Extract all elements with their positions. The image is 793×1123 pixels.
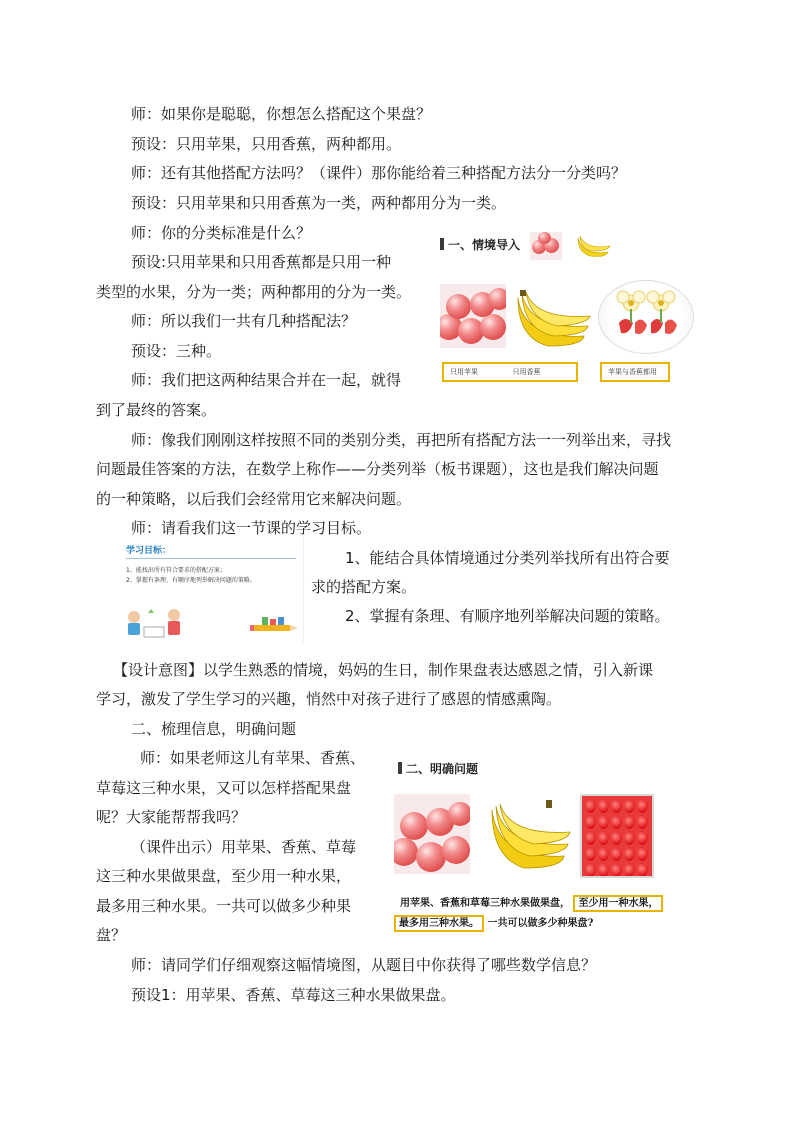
fruit-plate: [598, 280, 694, 354]
paragraph: 师：如果老师这儿有苹果、香蕉、: [140, 749, 366, 767]
paragraph: 师：请同学们仔细观察这幅情境图，从题目中你获得了哪些数学信息？: [131, 956, 597, 974]
paragraph: 师：我们把这两种结果合并在一起，就得: [131, 371, 402, 389]
learning-goal-slide: [116, 537, 304, 643]
paragraph: 师：所以我们一共有几种搭配法？: [131, 312, 357, 330]
divider: [126, 558, 296, 559]
design-intent: 【设计意图】以学生熟悉的情境，妈妈的生日，制作果盘表达感恩之情，引入新课: [113, 661, 654, 679]
caption-highlight: 至少用一种水果，: [573, 895, 663, 912]
caption-text: 一共可以做多少种果盘?: [487, 918, 594, 929]
title-bar: [440, 238, 444, 250]
paragraph: 盘？: [96, 926, 127, 944]
goal-line: 2、掌握有条理、有顺序地列举解决问题的策略。: [126, 577, 256, 584]
section-heading: 二、梳理信息，明确问题: [131, 720, 297, 738]
paragraph: 师：还有其他搭配方法吗？（课件）那你能给着三种搭配方法分一分类吗？: [131, 164, 627, 182]
paragraph: 师：如果你是聪聪，你想怎么搭配这个果盘？: [131, 105, 432, 123]
students-reading-icon: [122, 607, 192, 641]
goal-heading: 学习目标：: [126, 546, 172, 556]
apple-photo: [394, 794, 470, 874]
title-bar: [398, 762, 402, 774]
label-banana: 只用香蕉: [512, 368, 541, 376]
caption-highlight: 最多用三种水果。: [394, 915, 484, 932]
strawberry-photo: [580, 794, 654, 878]
paragraph: 预设：三种。: [131, 342, 222, 360]
apple-photo: [440, 284, 506, 348]
banana-photo-icon: [514, 290, 592, 350]
label-both: [600, 362, 670, 382]
figure-scenario: [430, 228, 700, 388]
paragraph: 预设：只用苹果，只用香蕉，两种都用。: [131, 135, 402, 153]
figure-title: [398, 760, 478, 777]
banana-thumbnail-icon: [576, 232, 612, 260]
paragraph: 最多用三种水果。一共可以做多少种果: [96, 897, 352, 915]
figure-caption-line2: [394, 914, 593, 929]
figure-caption-line1: [400, 894, 663, 909]
paragraph: 师：你的分类标准是什么？: [131, 224, 312, 242]
flower-arrangement-icon: [599, 281, 695, 355]
figure-title: [440, 236, 520, 253]
paragraph: 到了最终的答案。: [96, 401, 217, 419]
banana-photo-icon: [486, 800, 572, 872]
goal-item: 2、掌握有条理、有顺序地列举解决问题的策略。: [345, 607, 670, 625]
label-both-text: 苹果与香蕉都用: [608, 368, 657, 376]
paragraph: 师：像我们刚刚这样按照不同的类别分类，再把所有搭配方法一一列举出来，寻找: [131, 431, 672, 449]
goal-item: 1、能结合具体情境通过分类列举找所有出符合要: [345, 549, 670, 567]
label-only-apple-only-banana: [442, 362, 578, 382]
paragraph: 预设1：用苹果、香蕉、草莓这三种水果做果盘。: [131, 986, 456, 1004]
pencil-icon: [250, 617, 300, 637]
paragraph: 草莓这三种水果，又可以怎样搭配果盘: [96, 779, 352, 797]
paragraph: （课件出示）用苹果、香蕉、草莓: [131, 838, 357, 856]
paragraph: 呢？大家能帮帮我吗？: [96, 808, 247, 826]
figure-title-text: 二、明确问题: [406, 762, 479, 776]
paragraph: 预设:只用苹果和只用香蕉都是只用一种: [131, 253, 392, 271]
paragraph: 类型的水果，分为一类；两种都用的分为一类。: [96, 283, 412, 301]
paragraph: 师：请看我们这一节课的学习目标。: [131, 519, 372, 537]
figure-problem: [390, 748, 696, 943]
goal-item: 求的搭配方案。: [311, 578, 417, 596]
label-apple: 只用苹果: [450, 368, 478, 376]
apple-thumbnail: [530, 232, 562, 260]
paragraph: 的一种策略，以后我们会经常用它来解决问题。: [96, 490, 412, 508]
goal-line: 1、能找出所有符合要求的搭配方案；: [126, 567, 226, 574]
paragraph: 预设：只用苹果和只用香蕉为一类，两种都用分为一类。: [131, 194, 507, 212]
paragraph: 问题最佳答案的方法，在数学上称作——分类列举（板书课题），这也是我们解决问题: [96, 460, 659, 478]
design-intent: 学习，激发了学生学习的兴趣，悄然中对孩子进行了感恩的情感熏陶。: [96, 690, 562, 708]
paragraph: 这三种水果做果盘，至少用一种水果，: [96, 867, 352, 885]
figure-title-text: 一、情境导入: [448, 238, 521, 252]
caption-text: 用苹果、香蕉和草莓三种水果做果盘，: [400, 898, 570, 909]
